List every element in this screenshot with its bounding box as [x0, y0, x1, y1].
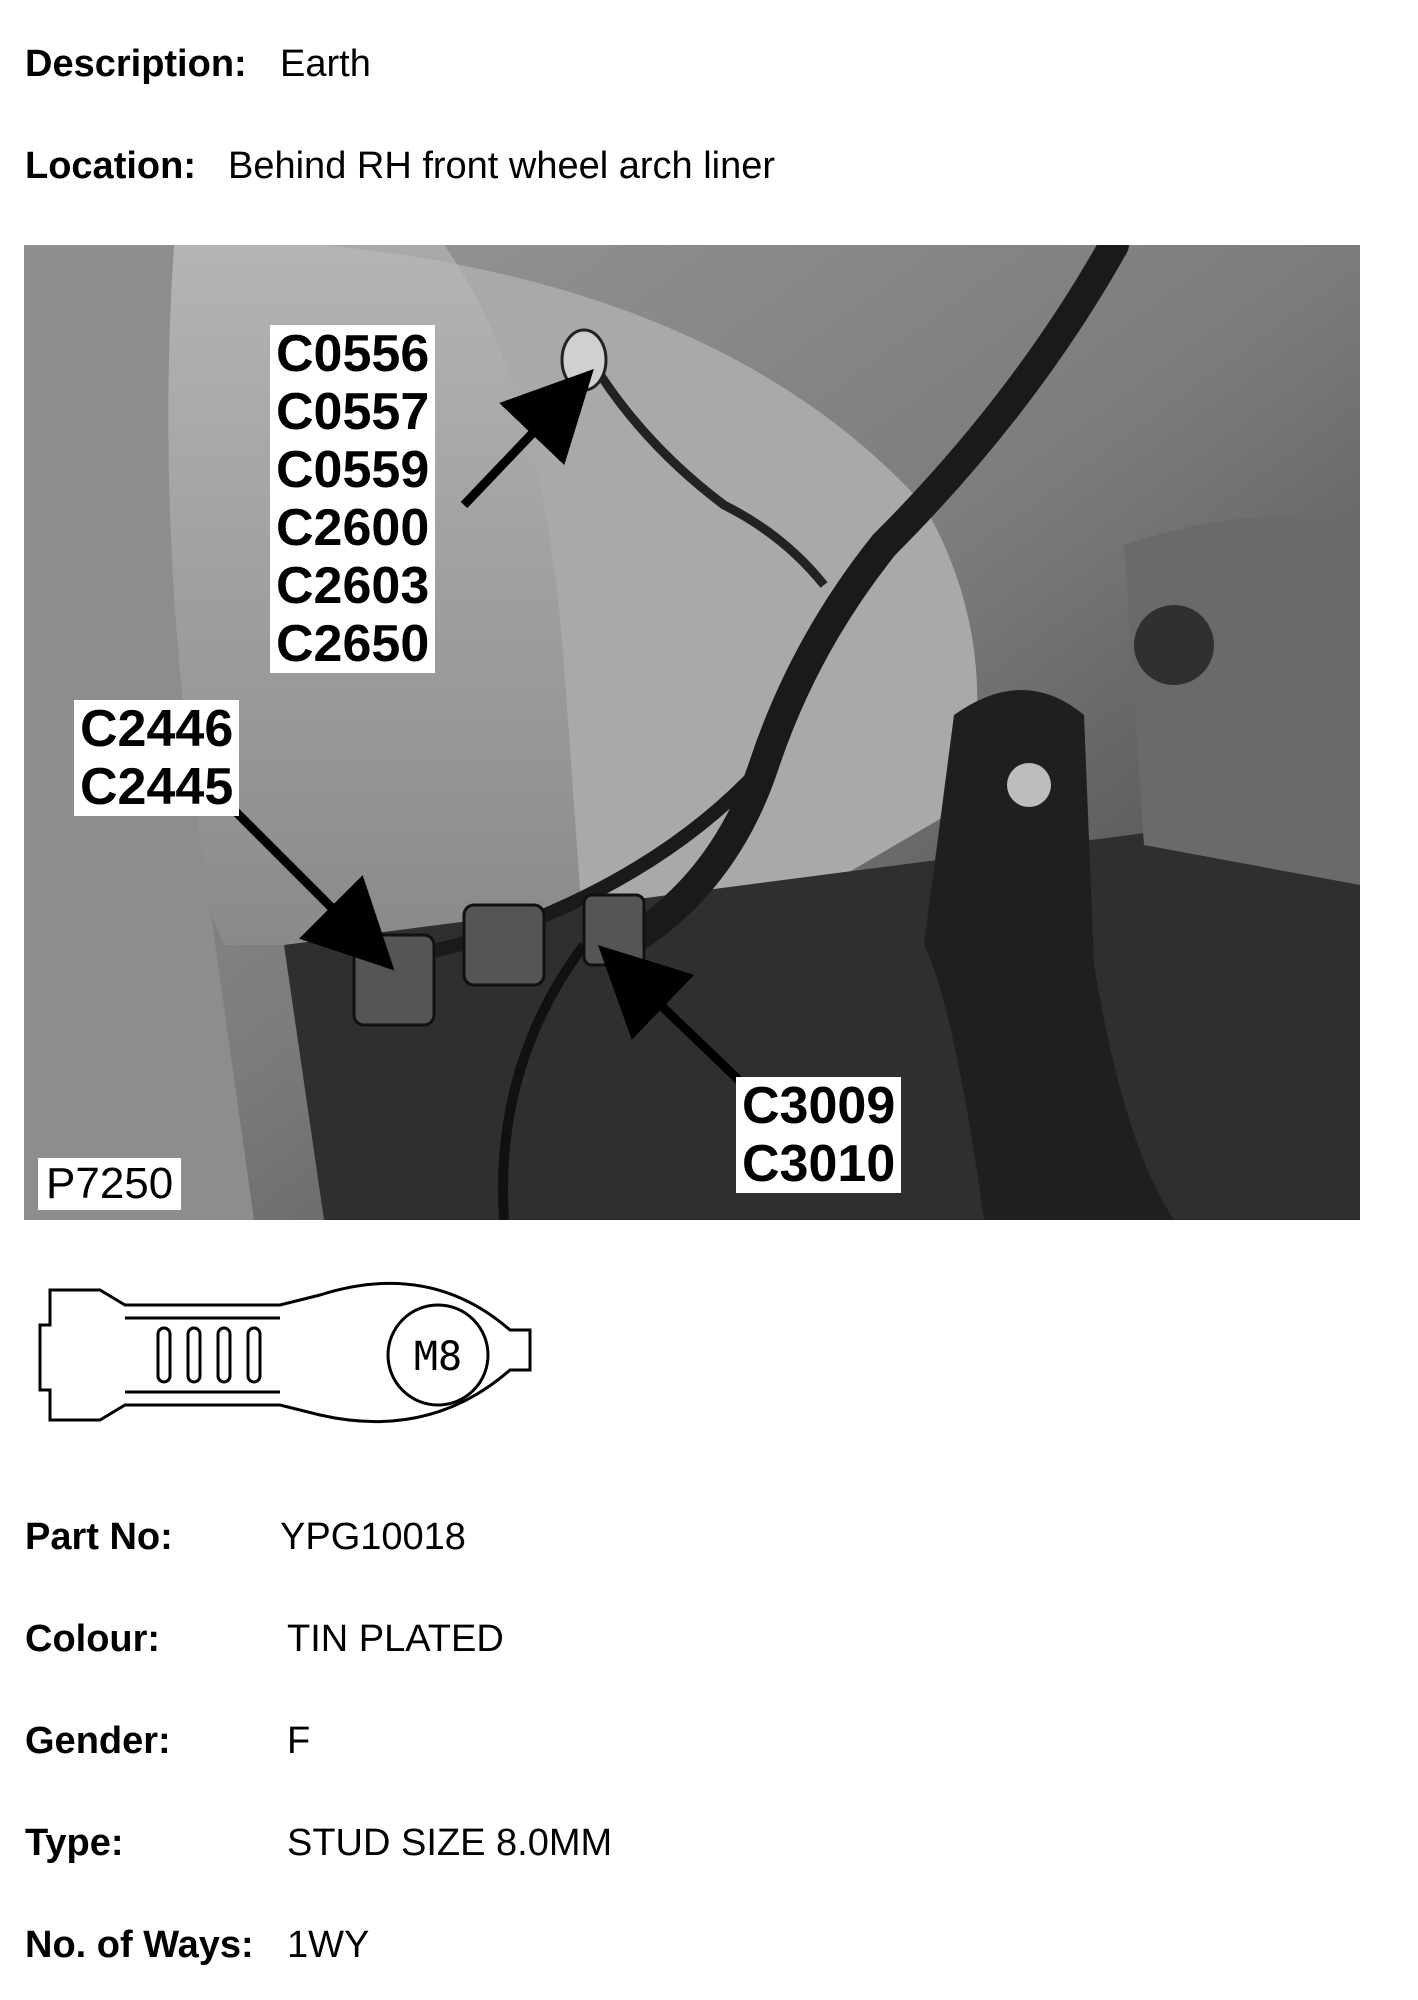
spec-label: Gender:	[25, 1720, 171, 1762]
crimp-slot	[158, 1328, 170, 1382]
spec-value: F	[287, 1720, 311, 1762]
spec-label: Part No:	[25, 1516, 173, 1558]
callout-right-group	[736, 1077, 901, 1193]
stud-marking: M8	[413, 1334, 463, 1380]
callout-label: C2445	[80, 758, 234, 816]
spec-value: STUD SIZE 8.0MM	[287, 1822, 613, 1864]
callout-label: C0557	[276, 383, 430, 441]
location-value: Behind RH front wheel arch liner	[228, 145, 776, 187]
spec-label: Type:	[25, 1822, 124, 1864]
crimp-slot	[188, 1328, 200, 1382]
crimp-slot	[248, 1328, 260, 1382]
crimp-slot	[218, 1328, 230, 1382]
callout-label: C2650	[276, 615, 430, 673]
location-photo	[24, 245, 1360, 1220]
earth-stud	[562, 330, 606, 390]
description-label: Description:	[25, 43, 247, 85]
callout-label: C0559	[276, 441, 430, 499]
connector-mid	[464, 905, 544, 985]
spec-label: No. of Ways:	[25, 1924, 254, 1966]
location-label: Location:	[25, 145, 196, 187]
photo-reference: P7250	[38, 1158, 181, 1210]
spec-label: Colour:	[25, 1618, 161, 1660]
mount	[1134, 605, 1214, 685]
callout-label: C3010	[742, 1135, 896, 1193]
callout-top-group	[270, 325, 435, 673]
description-value: Earth	[280, 43, 371, 85]
ring-terminal-diagram	[30, 1270, 540, 1440]
callout-label: C0556	[276, 325, 430, 383]
spec-value: YPG10018	[280, 1516, 466, 1558]
callout-label: C2446	[80, 700, 234, 758]
connector-right	[584, 895, 644, 965]
callout-label: C2603	[276, 557, 430, 615]
connector-left	[354, 935, 434, 1025]
spec-value: TIN PLATED	[287, 1618, 504, 1660]
callout-label: C3009	[742, 1077, 896, 1135]
callout-left-group	[74, 700, 239, 816]
spec-value: 1WY	[287, 1924, 370, 1966]
arm-bushing	[1007, 763, 1051, 807]
engine-area	[1124, 517, 1360, 885]
callout-label: C2600	[276, 499, 430, 557]
